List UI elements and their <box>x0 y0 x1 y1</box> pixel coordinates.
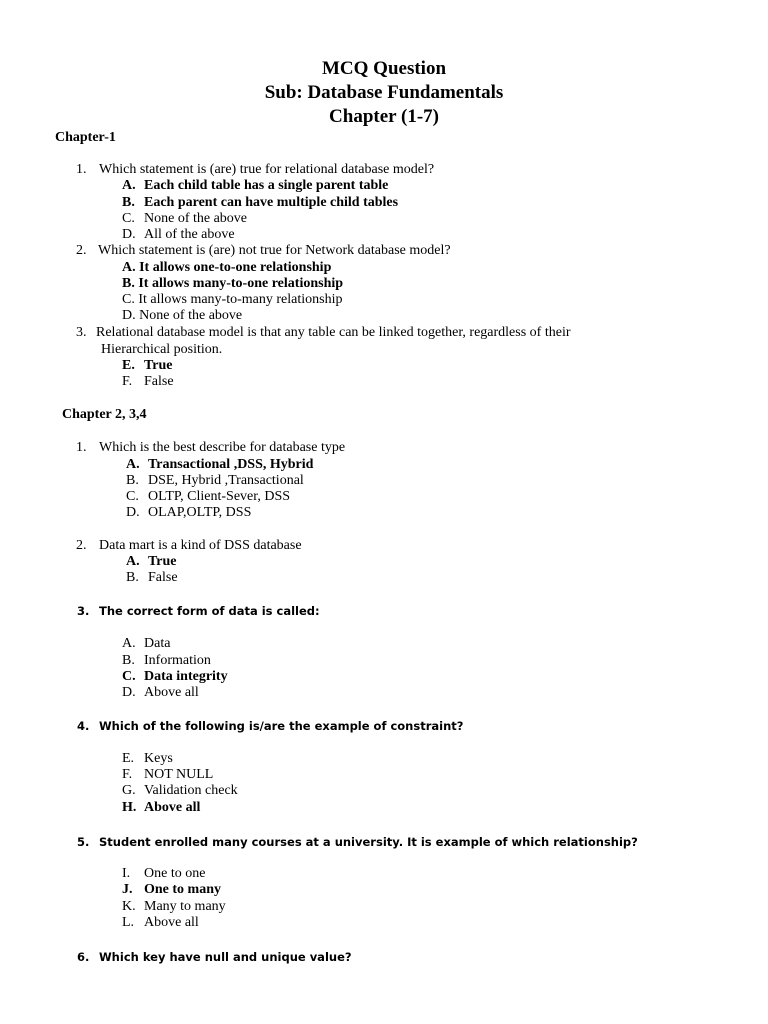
question-text: Which statement is (are) true for relational database model? <box>99 162 435 177</box>
option-text: Keys <box>144 751 173 766</box>
question-text: Data mart is a kind of DSS database <box>99 538 302 553</box>
option-text-correct: True <box>148 554 177 569</box>
option-text: Above all <box>144 915 199 930</box>
option-text: Data <box>144 636 171 651</box>
option-text: OLTP, Client-Sever, DSS <box>148 489 291 504</box>
option-letter: G. <box>122 783 136 798</box>
option-text: Validation check <box>144 783 238 798</box>
option-letter: H. <box>122 800 137 815</box>
option-letter: D. <box>122 227 136 242</box>
option-letter: E. <box>122 751 135 766</box>
option-text: None of the above <box>144 211 248 226</box>
option-letter: D. <box>126 505 140 520</box>
question-text: Student enrolled many courses at a university. It is example of which relationship? <box>99 835 638 849</box>
question-text: Which of the following is/are the example of constraint? <box>99 719 464 733</box>
question-number: 4. <box>77 719 90 733</box>
question-number: 1. <box>76 440 87 455</box>
option-text-correct: Above all <box>144 800 201 815</box>
option-text: All of the above <box>144 227 235 242</box>
option-letter: J. <box>122 882 133 897</box>
question-text: The correct form of data is called: <box>99 604 320 618</box>
option-text: OLAP,OLTP, DSS <box>148 505 252 520</box>
option-letter: L. <box>122 915 135 930</box>
option-text-correct: A. It allows one-to-one relationship <box>122 260 332 275</box>
section-heading-chapter-1: Chapter-1 <box>55 130 116 145</box>
option-letter: B. <box>122 653 135 668</box>
option-text-correct: Each child table has a single parent table <box>144 178 389 193</box>
option-letter: A. <box>126 457 140 472</box>
option-text-correct: True <box>144 358 173 373</box>
option-letter: B. <box>126 473 139 488</box>
option-letter: E. <box>122 358 135 373</box>
option-text-correct: One to many <box>144 882 221 897</box>
question-number: 3. <box>76 325 87 340</box>
option-text-correct: B. It allows many-to-one relationship <box>122 276 344 291</box>
option-text: False <box>144 374 174 389</box>
question-number: 3. <box>77 604 90 618</box>
section-heading-chapter-2-3-4: Chapter 2, 3,4 <box>62 407 147 422</box>
option-text: False <box>148 570 178 585</box>
option-text-correct: Each parent can have multiple child tables <box>144 195 399 210</box>
option-text: Many to many <box>144 899 226 914</box>
question-text: Which is the best describe for database type <box>99 440 346 455</box>
option-letter: F. <box>122 374 133 389</box>
option-text-correct: Data integrity <box>144 669 228 684</box>
option-letter: K. <box>122 899 136 914</box>
question-number: 2. <box>76 243 87 258</box>
option-text: D. None of the above <box>122 308 243 323</box>
question-text: Relational database model is that any table can be linked together, regardless of their <box>96 325 571 340</box>
question-text: Which key have null and unique value? <box>99 950 352 964</box>
document-chapter: Chapter (1-7) <box>329 106 439 127</box>
document-subject: Sub: Database Fundamentals <box>264 82 504 103</box>
option-letter: C. <box>126 489 139 504</box>
option-letter: A. <box>122 636 136 651</box>
option-text: One to one <box>144 866 206 881</box>
document-title: MCQ Question <box>321 58 447 79</box>
option-letter: I. <box>122 866 131 881</box>
question-number: 6. <box>77 950 90 964</box>
option-letter: C. <box>122 669 136 684</box>
option-letter: D. <box>122 685 136 700</box>
option-text: Above all <box>144 685 199 700</box>
option-letter: C. <box>122 211 135 226</box>
option-letter: B. <box>126 570 139 585</box>
option-text-correct: Transactional ,DSS, Hybrid <box>148 457 314 472</box>
option-text: C. It allows many-to-many relationship <box>122 292 343 307</box>
option-text: NOT NULL <box>144 767 214 782</box>
option-letter: B. <box>122 195 135 210</box>
option-letter: F. <box>122 767 133 782</box>
question-text-continued: Hierarchical position. <box>101 342 223 357</box>
option-text: Information <box>144 653 211 668</box>
question-number: 2. <box>76 538 87 553</box>
question-text: Which statement is (are) not true for Network database model? <box>98 243 451 258</box>
question-number: 5. <box>77 835 90 849</box>
option-letter: A. <box>126 554 140 569</box>
option-text: DSE, Hybrid ,Transactional <box>148 473 304 488</box>
option-letter: A. <box>122 178 136 193</box>
question-number: 1. <box>76 162 87 177</box>
